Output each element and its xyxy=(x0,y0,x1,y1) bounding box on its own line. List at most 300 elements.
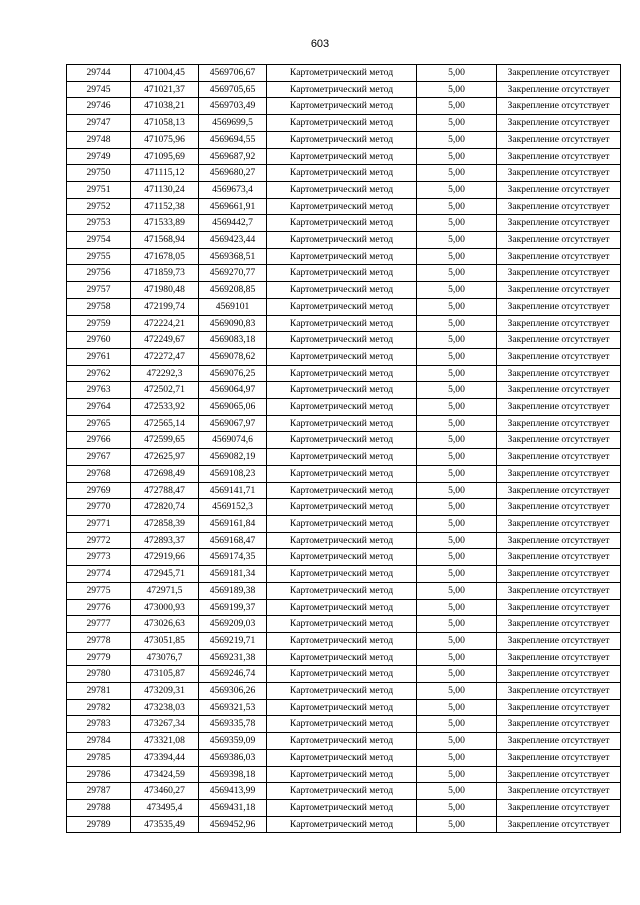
y-coordinate-cell: 4569431,18 xyxy=(199,799,267,816)
x-coordinate-cell: 471859,73 xyxy=(131,265,199,282)
fixation-cell: Закрепление отсутствует xyxy=(497,566,621,583)
method-cell: Картометрический метод xyxy=(267,232,417,249)
precision-cell: 5,00 xyxy=(417,282,497,299)
precision-cell: 5,00 xyxy=(417,482,497,499)
method-cell: Картометрический метод xyxy=(267,181,417,198)
table-row xyxy=(67,716,621,733)
point-number-cell: 29769 xyxy=(67,482,131,499)
precision-cell: 5,00 xyxy=(417,81,497,98)
table-row xyxy=(67,232,621,249)
precision-cell: 5,00 xyxy=(417,733,497,750)
precision-cell: 5,00 xyxy=(417,215,497,232)
x-coordinate-cell: 473105,87 xyxy=(131,666,199,683)
precision-cell: 5,00 xyxy=(417,98,497,115)
method-cell: Картометрический метод xyxy=(267,749,417,766)
point-number-cell: 29756 xyxy=(67,265,131,282)
x-coordinate-cell: 471130,24 xyxy=(131,181,199,198)
precision-cell: 5,00 xyxy=(417,632,497,649)
precision-cell: 5,00 xyxy=(417,399,497,416)
point-number-cell: 29761 xyxy=(67,348,131,365)
method-cell: Картометрический метод xyxy=(267,115,417,132)
x-coordinate-cell: 472698,49 xyxy=(131,465,199,482)
x-coordinate-cell: 473460,27 xyxy=(131,783,199,800)
point-number-cell: 29768 xyxy=(67,465,131,482)
table-row xyxy=(67,799,621,816)
method-cell: Картометрический метод xyxy=(267,632,417,649)
table-row xyxy=(67,131,621,148)
fixation-cell: Закрепление отсутствует xyxy=(497,98,621,115)
table-row xyxy=(67,282,621,299)
x-coordinate-cell: 472249,67 xyxy=(131,332,199,349)
precision-cell: 5,00 xyxy=(417,165,497,182)
fixation-cell: Закрепление отсутствует xyxy=(497,515,621,532)
method-cell: Картометрический метод xyxy=(267,549,417,566)
precision-cell: 5,00 xyxy=(417,415,497,432)
method-cell: Картометрический метод xyxy=(267,165,417,182)
y-coordinate-cell: 4569209,03 xyxy=(199,616,267,633)
precision-cell: 5,00 xyxy=(417,566,497,583)
method-cell: Картометрический метод xyxy=(267,599,417,616)
x-coordinate-cell: 472224,21 xyxy=(131,315,199,332)
method-cell: Картометрический метод xyxy=(267,733,417,750)
point-number-cell: 29751 xyxy=(67,181,131,198)
table-row xyxy=(67,432,621,449)
fixation-cell: Закрепление отсутствует xyxy=(497,248,621,265)
point-number-cell: 29774 xyxy=(67,566,131,583)
y-coordinate-cell: 4569270,77 xyxy=(199,265,267,282)
fixation-cell: Закрепление отсутствует xyxy=(497,766,621,783)
precision-cell: 5,00 xyxy=(417,65,497,82)
method-cell: Картометрический метод xyxy=(267,699,417,716)
table-row xyxy=(67,65,621,82)
x-coordinate-cell: 473267,34 xyxy=(131,716,199,733)
precision-cell: 5,00 xyxy=(417,131,497,148)
fixation-cell: Закрепление отсутствует xyxy=(497,549,621,566)
table-row xyxy=(67,415,621,432)
precision-cell: 5,00 xyxy=(417,666,497,683)
point-number-cell: 29762 xyxy=(67,365,131,382)
method-cell: Картометрический метод xyxy=(267,315,417,332)
table-row xyxy=(67,666,621,683)
precision-cell: 5,00 xyxy=(417,198,497,215)
point-number-cell: 29760 xyxy=(67,332,131,349)
point-number-cell: 29780 xyxy=(67,666,131,683)
x-coordinate-cell: 473051,85 xyxy=(131,632,199,649)
y-coordinate-cell: 4569442,7 xyxy=(199,215,267,232)
point-number-cell: 29779 xyxy=(67,649,131,666)
fixation-cell: Закрепление отсутствует xyxy=(497,499,621,516)
y-coordinate-cell: 4569705,65 xyxy=(199,81,267,98)
precision-cell: 5,00 xyxy=(417,549,497,566)
precision-cell: 5,00 xyxy=(417,315,497,332)
point-number-cell: 29783 xyxy=(67,716,131,733)
precision-cell: 5,00 xyxy=(417,465,497,482)
fixation-cell: Закрепление отсутствует xyxy=(497,532,621,549)
y-coordinate-cell: 4569246,74 xyxy=(199,666,267,683)
y-coordinate-cell: 4569152,3 xyxy=(199,499,267,516)
point-number-cell: 29767 xyxy=(67,449,131,466)
table-row xyxy=(67,382,621,399)
method-cell: Картометрический метод xyxy=(267,382,417,399)
method-cell: Картометрический метод xyxy=(267,198,417,215)
x-coordinate-cell: 471095,69 xyxy=(131,148,199,165)
x-coordinate-cell: 471980,48 xyxy=(131,282,199,299)
point-number-cell: 29776 xyxy=(67,599,131,616)
precision-cell: 5,00 xyxy=(417,766,497,783)
method-cell: Картометрический метод xyxy=(267,148,417,165)
fixation-cell: Закрепление отсутствует xyxy=(497,232,621,249)
fixation-cell: Закрепление отсутствует xyxy=(497,348,621,365)
point-number-cell: 29746 xyxy=(67,98,131,115)
precision-cell: 5,00 xyxy=(417,515,497,532)
table-row xyxy=(67,348,621,365)
x-coordinate-cell: 472945,71 xyxy=(131,566,199,583)
y-coordinate-cell: 4569673,4 xyxy=(199,181,267,198)
y-coordinate-cell: 4569141,71 xyxy=(199,482,267,499)
table-row xyxy=(67,365,621,382)
y-coordinate-cell: 4569199,37 xyxy=(199,599,267,616)
point-number-cell: 29748 xyxy=(67,131,131,148)
table-row xyxy=(67,683,621,700)
x-coordinate-cell: 472292,3 xyxy=(131,365,199,382)
x-coordinate-cell: 471058,13 xyxy=(131,115,199,132)
fixation-cell: Закрепление отсутствует xyxy=(497,616,621,633)
method-cell: Картометрический метод xyxy=(267,566,417,583)
y-coordinate-cell: 4569661,91 xyxy=(199,198,267,215)
table-row xyxy=(67,749,621,766)
precision-cell: 5,00 xyxy=(417,749,497,766)
point-number-cell: 29759 xyxy=(67,315,131,332)
x-coordinate-cell: 471152,38 xyxy=(131,198,199,215)
y-coordinate-cell: 4569687,92 xyxy=(199,148,267,165)
point-number-cell: 29787 xyxy=(67,783,131,800)
point-number-cell: 29749 xyxy=(67,148,131,165)
y-coordinate-cell: 4569321,53 xyxy=(199,699,267,716)
table-row xyxy=(67,816,621,833)
table-row xyxy=(67,248,621,265)
fixation-cell: Закрепление отсутствует xyxy=(497,482,621,499)
x-coordinate-cell: 473209,31 xyxy=(131,683,199,700)
x-coordinate-cell: 472971,5 xyxy=(131,582,199,599)
method-cell: Картометрический метод xyxy=(267,98,417,115)
point-number-cell: 29758 xyxy=(67,298,131,315)
fixation-cell: Закрепление отсутствует xyxy=(497,465,621,482)
precision-cell: 5,00 xyxy=(417,582,497,599)
y-coordinate-cell: 4569074,6 xyxy=(199,432,267,449)
precision-cell: 5,00 xyxy=(417,115,497,132)
fixation-cell: Закрепление отсутствует xyxy=(497,148,621,165)
x-coordinate-cell: 471115,12 xyxy=(131,165,199,182)
point-number-cell: 29775 xyxy=(67,582,131,599)
point-number-cell: 29750 xyxy=(67,165,131,182)
point-number-cell: 29778 xyxy=(67,632,131,649)
method-cell: Картометрический метод xyxy=(267,683,417,700)
y-coordinate-cell: 4569108,23 xyxy=(199,465,267,482)
y-coordinate-cell: 4569090,83 xyxy=(199,315,267,332)
fixation-cell: Закрепление отсутствует xyxy=(497,365,621,382)
precision-cell: 5,00 xyxy=(417,683,497,700)
fixation-cell: Закрепление отсутствует xyxy=(497,282,621,299)
y-coordinate-cell: 4569703,49 xyxy=(199,98,267,115)
method-cell: Картометрический метод xyxy=(267,348,417,365)
x-coordinate-cell: 473321,08 xyxy=(131,733,199,750)
fixation-cell: Закрепление отсутствует xyxy=(497,432,621,449)
fixation-cell: Закрепление отсутствует xyxy=(497,666,621,683)
fixation-cell: Закрепление отсутствует xyxy=(497,449,621,466)
point-number-cell: 29773 xyxy=(67,549,131,566)
method-cell: Картометрический метод xyxy=(267,215,417,232)
fixation-cell: Закрепление отсутствует xyxy=(497,265,621,282)
x-coordinate-cell: 472893,37 xyxy=(131,532,199,549)
fixation-cell: Закрепление отсутствует xyxy=(497,649,621,666)
y-coordinate-cell: 4569064,97 xyxy=(199,382,267,399)
y-coordinate-cell: 4569680,27 xyxy=(199,165,267,182)
y-coordinate-cell: 4569398,18 xyxy=(199,766,267,783)
fixation-cell: Закрепление отсутствует xyxy=(497,382,621,399)
precision-cell: 5,00 xyxy=(417,248,497,265)
x-coordinate-cell: 472599,65 xyxy=(131,432,199,449)
point-number-cell: 29772 xyxy=(67,532,131,549)
x-coordinate-cell: 472502,71 xyxy=(131,382,199,399)
x-coordinate-cell: 472919,66 xyxy=(131,549,199,566)
point-number-cell: 29754 xyxy=(67,232,131,249)
y-coordinate-cell: 4569208,85 xyxy=(199,282,267,299)
method-cell: Картометрический метод xyxy=(267,265,417,282)
method-cell: Картометрический метод xyxy=(267,799,417,816)
table-row xyxy=(67,399,621,416)
y-coordinate-cell: 4569452,96 xyxy=(199,816,267,833)
fixation-cell: Закрепление отсутствует xyxy=(497,783,621,800)
y-coordinate-cell: 4569065,06 xyxy=(199,399,267,416)
fixation-cell: Закрепление отсутствует xyxy=(497,799,621,816)
table-row xyxy=(67,599,621,616)
table-row xyxy=(67,165,621,182)
precision-cell: 5,00 xyxy=(417,499,497,516)
x-coordinate-cell: 473238,03 xyxy=(131,699,199,716)
table-row xyxy=(67,566,621,583)
precision-cell: 5,00 xyxy=(417,332,497,349)
table-row xyxy=(67,215,621,232)
x-coordinate-cell: 472533,92 xyxy=(131,399,199,416)
precision-cell: 5,00 xyxy=(417,348,497,365)
table-row xyxy=(67,649,621,666)
x-coordinate-cell: 471038,21 xyxy=(131,98,199,115)
table-row xyxy=(67,115,621,132)
precision-cell: 5,00 xyxy=(417,699,497,716)
fixation-cell: Закрепление отсутствует xyxy=(497,215,621,232)
precision-cell: 5,00 xyxy=(417,449,497,466)
table-row xyxy=(67,532,621,549)
table-row xyxy=(67,482,621,499)
y-coordinate-cell: 4569706,67 xyxy=(199,65,267,82)
x-coordinate-cell: 473076,7 xyxy=(131,649,199,666)
table-row xyxy=(67,332,621,349)
method-cell: Картометрический метод xyxy=(267,432,417,449)
x-coordinate-cell: 471533,89 xyxy=(131,215,199,232)
fixation-cell: Закрепление отсутствует xyxy=(497,582,621,599)
point-number-cell: 29782 xyxy=(67,699,131,716)
method-cell: Картометрический метод xyxy=(267,766,417,783)
table-row xyxy=(67,198,621,215)
y-coordinate-cell: 4569101 xyxy=(199,298,267,315)
precision-cell: 5,00 xyxy=(417,532,497,549)
fixation-cell: Закрепление отсутствует xyxy=(497,315,621,332)
x-coordinate-cell: 473000,93 xyxy=(131,599,199,616)
point-number-cell: 29744 xyxy=(67,65,131,82)
table-body xyxy=(67,65,621,833)
table-row xyxy=(67,298,621,315)
precision-cell: 5,00 xyxy=(417,649,497,666)
method-cell: Картометрический метод xyxy=(267,499,417,516)
y-coordinate-cell: 4569699,5 xyxy=(199,115,267,132)
point-number-cell: 29788 xyxy=(67,799,131,816)
method-cell: Картометрический метод xyxy=(267,449,417,466)
fixation-cell: Закрепление отсутствует xyxy=(497,716,621,733)
table-row xyxy=(67,549,621,566)
method-cell: Картометрический метод xyxy=(267,649,417,666)
fixation-cell: Закрепление отсутствует xyxy=(497,198,621,215)
point-number-cell: 29763 xyxy=(67,382,131,399)
method-cell: Картометрический метод xyxy=(267,816,417,833)
fixation-cell: Закрепление отсутствует xyxy=(497,816,621,833)
y-coordinate-cell: 4569219,71 xyxy=(199,632,267,649)
fixation-cell: Закрепление отсутствует xyxy=(497,733,621,750)
method-cell: Картометрический метод xyxy=(267,532,417,549)
table-row xyxy=(67,81,621,98)
table-row xyxy=(67,616,621,633)
page-number: 603 xyxy=(310,38,330,50)
y-coordinate-cell: 4569231,38 xyxy=(199,649,267,666)
x-coordinate-cell: 473535,49 xyxy=(131,816,199,833)
x-coordinate-cell: 472272,47 xyxy=(131,348,199,365)
method-cell: Картометрический метод xyxy=(267,131,417,148)
point-number-cell: 29785 xyxy=(67,749,131,766)
method-cell: Картометрический метод xyxy=(267,666,417,683)
method-cell: Картометрический метод xyxy=(267,399,417,416)
precision-cell: 5,00 xyxy=(417,365,497,382)
method-cell: Картометрический метод xyxy=(267,783,417,800)
x-coordinate-cell: 471568,94 xyxy=(131,232,199,249)
y-coordinate-cell: 4569078,62 xyxy=(199,348,267,365)
y-coordinate-cell: 4569174,35 xyxy=(199,549,267,566)
point-number-cell: 29789 xyxy=(67,816,131,833)
y-coordinate-cell: 4569423,44 xyxy=(199,232,267,249)
x-coordinate-cell: 471021,37 xyxy=(131,81,199,98)
point-number-cell: 29771 xyxy=(67,515,131,532)
x-coordinate-cell: 472199,74 xyxy=(131,298,199,315)
method-cell: Картометрический метод xyxy=(267,515,417,532)
table-row xyxy=(67,499,621,516)
precision-cell: 5,00 xyxy=(417,181,497,198)
table-row xyxy=(67,515,621,532)
precision-cell: 5,00 xyxy=(417,432,497,449)
point-number-cell: 29753 xyxy=(67,215,131,232)
y-coordinate-cell: 4569359,09 xyxy=(199,733,267,750)
method-cell: Картометрический метод xyxy=(267,81,417,98)
fixation-cell: Закрепление отсутствует xyxy=(497,399,621,416)
point-number-cell: 29770 xyxy=(67,499,131,516)
method-cell: Картометрический метод xyxy=(267,365,417,382)
table-row xyxy=(67,733,621,750)
method-cell: Картометрический метод xyxy=(267,482,417,499)
fixation-cell: Закрепление отсутствует xyxy=(497,131,621,148)
precision-cell: 5,00 xyxy=(417,232,497,249)
fixation-cell: Закрепление отсутствует xyxy=(497,332,621,349)
y-coordinate-cell: 4569413,99 xyxy=(199,783,267,800)
point-number-cell: 29764 xyxy=(67,399,131,416)
x-coordinate-cell: 473394,44 xyxy=(131,749,199,766)
y-coordinate-cell: 4569181,34 xyxy=(199,566,267,583)
y-coordinate-cell: 4569335,78 xyxy=(199,716,267,733)
y-coordinate-cell: 4569067,97 xyxy=(199,415,267,432)
method-cell: Картометрический метод xyxy=(267,248,417,265)
table-row xyxy=(67,181,621,198)
fixation-cell: Закрепление отсутствует xyxy=(497,165,621,182)
point-number-cell: 29766 xyxy=(67,432,131,449)
method-cell: Картометрический метод xyxy=(267,716,417,733)
y-coordinate-cell: 4569368,51 xyxy=(199,248,267,265)
precision-cell: 5,00 xyxy=(417,799,497,816)
fixation-cell: Закрепление отсутствует xyxy=(497,298,621,315)
y-coordinate-cell: 4569189,38 xyxy=(199,582,267,599)
fixation-cell: Закрепление отсутствует xyxy=(497,181,621,198)
x-coordinate-cell: 472858,39 xyxy=(131,515,199,532)
x-coordinate-cell: 473026,63 xyxy=(131,616,199,633)
y-coordinate-cell: 4569083,18 xyxy=(199,332,267,349)
fixation-cell: Закрепление отсутствует xyxy=(497,599,621,616)
method-cell: Картометрический метод xyxy=(267,616,417,633)
x-coordinate-cell: 471075,96 xyxy=(131,131,199,148)
fixation-cell: Закрепление отсутствует xyxy=(497,415,621,432)
method-cell: Картометрический метод xyxy=(267,415,417,432)
precision-cell: 5,00 xyxy=(417,783,497,800)
precision-cell: 5,00 xyxy=(417,716,497,733)
x-coordinate-cell: 471678,05 xyxy=(131,248,199,265)
precision-cell: 5,00 xyxy=(417,616,497,633)
method-cell: Картометрический метод xyxy=(267,465,417,482)
y-coordinate-cell: 4569082,19 xyxy=(199,449,267,466)
table-row xyxy=(67,148,621,165)
method-cell: Картометрический метод xyxy=(267,298,417,315)
table-row xyxy=(67,783,621,800)
y-coordinate-cell: 4569386,03 xyxy=(199,749,267,766)
table-row xyxy=(67,632,621,649)
fixation-cell: Закрепление отсутствует xyxy=(497,683,621,700)
precision-cell: 5,00 xyxy=(417,298,497,315)
fixation-cell: Закрепление отсутствует xyxy=(497,115,621,132)
point-number-cell: 29752 xyxy=(67,198,131,215)
point-number-cell: 29786 xyxy=(67,766,131,783)
table-row xyxy=(67,582,621,599)
precision-cell: 5,00 xyxy=(417,599,497,616)
point-number-cell: 29757 xyxy=(67,282,131,299)
point-number-cell: 29781 xyxy=(67,683,131,700)
precision-cell: 5,00 xyxy=(417,265,497,282)
x-coordinate-cell: 473495,4 xyxy=(131,799,199,816)
point-number-cell: 29777 xyxy=(67,616,131,633)
point-number-cell: 29765 xyxy=(67,415,131,432)
table-row xyxy=(67,98,621,115)
y-coordinate-cell: 4569306,26 xyxy=(199,683,267,700)
y-coordinate-cell: 4569076,25 xyxy=(199,365,267,382)
x-coordinate-cell: 473424,59 xyxy=(131,766,199,783)
precision-cell: 5,00 xyxy=(417,816,497,833)
table-row xyxy=(67,265,621,282)
point-number-cell: 29784 xyxy=(67,733,131,750)
method-cell: Картометрический метод xyxy=(267,332,417,349)
fixation-cell: Закрепление отсутствует xyxy=(497,632,621,649)
y-coordinate-cell: 4569694,55 xyxy=(199,131,267,148)
